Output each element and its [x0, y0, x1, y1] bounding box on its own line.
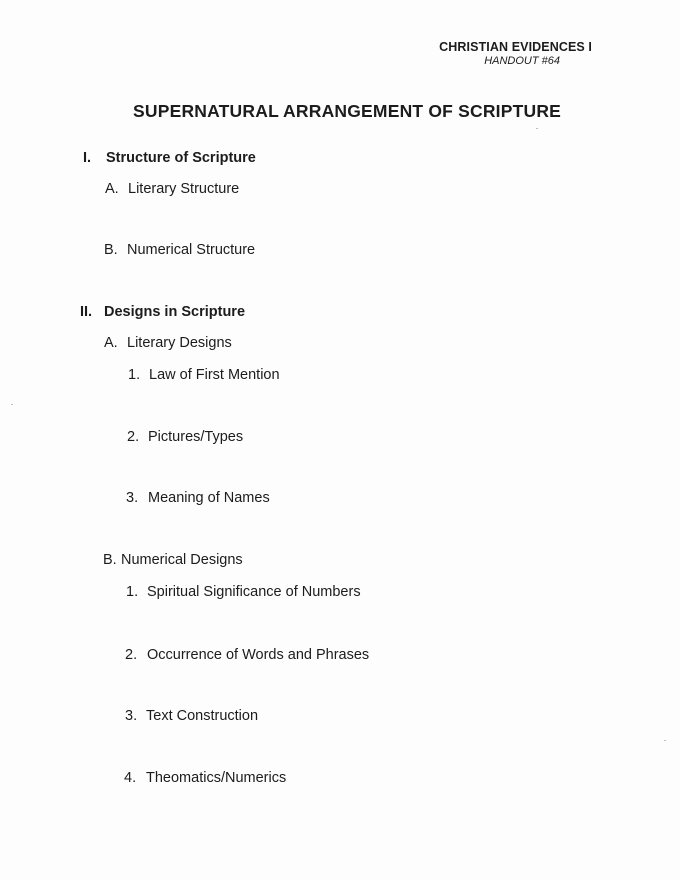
numerical-design-3-number: 3. [125, 708, 138, 724]
section-2-subsection-b-label: Numerical Designs [121, 552, 243, 568]
scan-speck [536, 128, 538, 129]
literary-design-3-number: 3. [126, 490, 139, 506]
literary-design-2-number: 2. [127, 429, 140, 445]
numerical-design-1-number: 1. [126, 584, 139, 600]
course-title: CHRISTIAN EVIDENCES I [439, 40, 592, 54]
section-2-number: II. [80, 304, 93, 320]
numerical-design-4-label: Theomatics/Numerics [146, 770, 287, 786]
section-2-subsection-a-letter: A. [104, 335, 118, 351]
literary-design-1-label: Law of First Mention [149, 367, 280, 383]
numerical-design-4-number: 4. [124, 770, 137, 786]
section-1-subsection-b-label: Numerical Structure [127, 242, 256, 258]
literary-design-3-label: Meaning of Names [148, 490, 270, 506]
scan-speck [664, 740, 666, 741]
numerical-design-2-number: 2. [125, 647, 138, 663]
numerical-design-2-label: Occurrence of Words and Phrases [147, 647, 370, 663]
section-2-title: Designs in Scripture [104, 304, 246, 320]
section-2-subsection-a-label: Literary Designs [127, 335, 232, 351]
section-1-number: I. [83, 150, 92, 166]
handout-number: HANDOUT #64 [484, 55, 560, 67]
section-1-subsection-a-letter: A. [105, 181, 119, 197]
section-1-subsection-b-letter: B. [104, 242, 118, 258]
literary-design-1-number: 1. [128, 367, 141, 383]
section-1-title: Structure of Scripture [106, 150, 256, 166]
literary-design-2-label: Pictures/Types [148, 429, 244, 445]
scan-speck [11, 404, 13, 405]
numerical-design-3-label: Text Construction [146, 708, 259, 724]
document-title: SUPERNATURAL ARRANGEMENT OF SCRIPTURE [133, 101, 562, 121]
section-2-subsection-b-letter: B. [103, 552, 117, 568]
numerical-design-1-label: Spiritual Significance of Numbers [147, 584, 361, 600]
section-1-subsection-a-label: Literary Structure [128, 181, 240, 197]
